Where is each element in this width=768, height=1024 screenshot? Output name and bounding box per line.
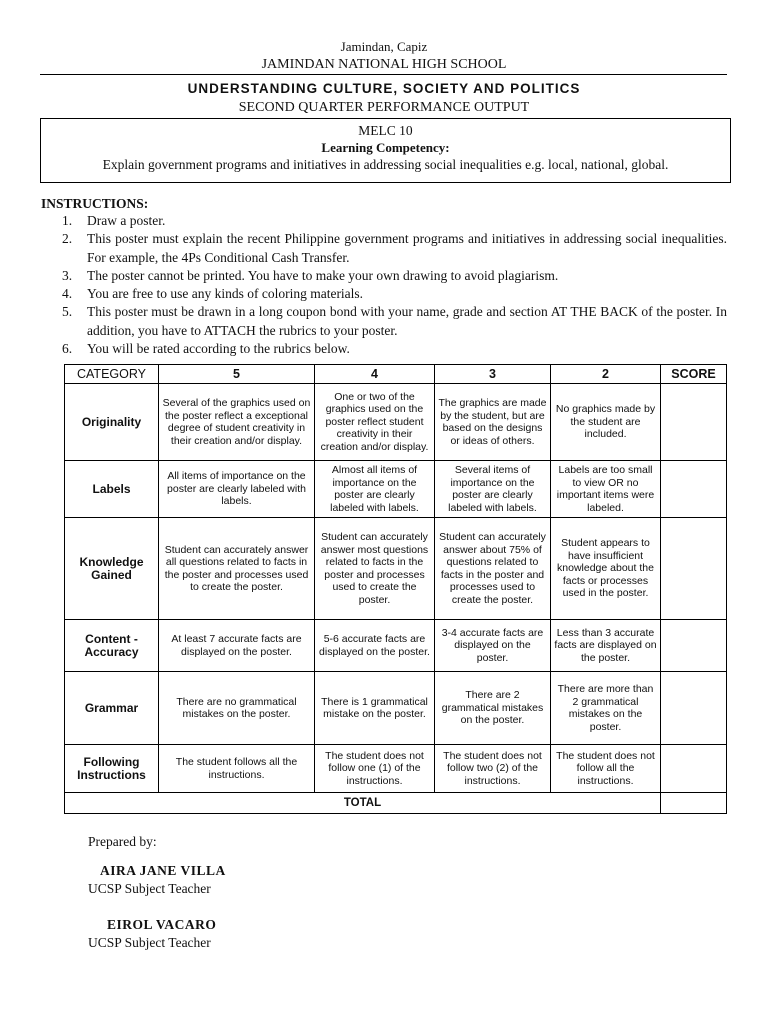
instruction-text: You are free to use any kinds of coloring materials. [87,286,364,302]
cell-score-3: Several items of importance on the poster are clearly labeled with labels. [435,461,551,518]
cell-score-4: There is 1 grammatical mistake on the poster. [315,672,435,745]
total-label: TOTAL [65,793,661,814]
instruction-number: 4. [62,286,73,302]
row-category: Knowledge Gained [65,518,159,620]
cell-score-2: Labels are too small to view OR no important items were labeled. [551,461,661,518]
header-category: CATEGORY [65,365,159,384]
header-score-2: 2 [551,365,661,384]
instruction-text: The poster cannot be printed. You have to make your own drawing to avoid plagiarism. [87,267,559,283]
instruction-item [62,212,727,230]
header-school: JAMINDAN NATIONAL HIGH SCHOOL [261,57,507,72]
signatory-name: EIROL VACARO [107,917,217,932]
instruction-number: 5. [62,304,73,320]
cell-score-4: Almost all items of importance on the poster are clearly labeled with labels. [315,461,435,518]
melc-title: MELC 10 [358,123,413,138]
instruction-text: Draw a poster. [87,213,166,228]
total-row [65,793,727,814]
rubric-table [64,364,727,814]
instruction-item [62,340,727,358]
cell-score-5: Several of the graphics used on the poster reflect a exceptional degree of student creativity in their creation and/or display. [159,384,315,461]
table-row [65,745,727,793]
cell-score-2: The student does not follow all the instructions. [551,745,661,793]
score-cell [661,384,727,461]
row-category: Content - Accuracy [65,620,159,672]
cell-score-3: 3-4 accurate facts are displayed on the poster. [435,620,551,672]
instruction-number: 6. [62,341,73,357]
cell-score-2: No graphics made by the student are included. [551,384,661,461]
instruction-item [62,303,727,340]
cell-score-5: The student follows all the instructions. [159,745,315,793]
cell-score-4: 5-6 accurate facts are displayed on the poster. [315,620,435,672]
row-category: Grammar [65,672,159,745]
signatory-role: UCSP Subject Teacher [88,935,211,950]
competency-text: Explain government programs and initiatives in addressing social inequalities e.g. local, national, global. [102,157,669,172]
cell-score-5: All items of importance on the poster are clearly labeled with labels. [159,461,315,518]
cell-score-4: Student can accurately answer most questions related to facts in the poster and processes used to create the poster. [315,518,435,620]
subject-title: UNDERSTANDING CULTURE, SOCIETY AND POLITICS [187,81,581,96]
total-score-cell [661,793,727,814]
header-score: SCORE [661,365,727,384]
table-row [65,620,727,672]
cell-score-5: There are no grammatical mistakes on the poster. [159,672,315,745]
score-cell [661,461,727,518]
cell-score-3: The graphics are made by the student, but are based on the designs or ideas of others. [435,384,551,461]
quarter-title: SECOND QUARTER PERFORMANCE OUTPUT [238,100,530,115]
cell-score-2: Less than 3 accurate facts are displayed on the poster. [551,620,661,672]
score-cell [661,620,727,672]
row-category: Labels [65,461,159,518]
instruction-item [62,230,727,267]
header-score-3: 3 [435,365,551,384]
table-row [65,461,727,518]
header-divider [40,74,727,75]
cell-score-2: Student appears to have insufficient knowledge about the facts or processes used in the poster. [551,518,661,620]
score-cell [661,745,727,793]
instructions-list [62,212,727,358]
cell-score-4: One or two of the graphics used on the poster reflect student creativity in their creation and/or display. [315,384,435,461]
row-category: Following Instructions [65,745,159,793]
table-row [65,384,727,461]
instruction-item [62,285,727,303]
instruction-number: 1. [62,213,73,228]
header-score-5: 5 [159,365,315,384]
instruction-number: 2. [62,231,73,247]
cell-score-3: Student can accurately answer about 75% of questions related to facts in the poster and processes used to create the poster. [435,518,551,620]
melc-box [40,118,731,183]
instructions-heading: INSTRUCTIONS: [41,196,149,211]
header-town: Jamindan, Capiz [340,39,428,54]
cell-score-4: The student does not follow one (1) of the instructions. [315,745,435,793]
table-row [65,518,727,620]
cell-score-3: There are 2 grammatical mistakes on the poster. [435,672,551,745]
instruction-number: 3. [62,267,73,283]
rubric-header-row [65,365,727,384]
row-category: Originality [65,384,159,461]
signatory-role: UCSP Subject Teacher [88,881,211,896]
cell-score-3: The student does not follow two (2) of the instructions. [435,745,551,793]
cell-score-5: At least 7 accurate facts are displayed on the poster. [159,620,315,672]
instruction-text: You will be rated according to the rubrics below. [87,341,350,357]
score-cell [661,672,727,745]
cell-score-5: Student can accurately answer all questions related to facts in the poster and processes used to create the poster. [159,518,315,620]
header-score-4: 4 [315,365,435,384]
cell-score-2: There are more than 2 grammatical mistakes on the poster. [551,672,661,745]
score-cell [661,518,727,620]
prepared-by-label: Prepared by: [88,834,157,849]
instruction-text: This poster must be drawn in a long coupon bond with your name, grade and section AT THE BACK of the poster. In addition, you have to ATTACH the rubrics to your poster. [87,304,727,338]
table-row [65,672,727,745]
signatory-name: AIRA JANE VILLA [100,863,226,878]
instruction-item [62,267,727,285]
competency-label: Learning Competency: [321,140,450,155]
instruction-text: This poster must explain the recent Philippine government programs and initiatives in addressing social inequalities. For example, the 4Ps Conditional Cash Transfer. [87,231,727,265]
